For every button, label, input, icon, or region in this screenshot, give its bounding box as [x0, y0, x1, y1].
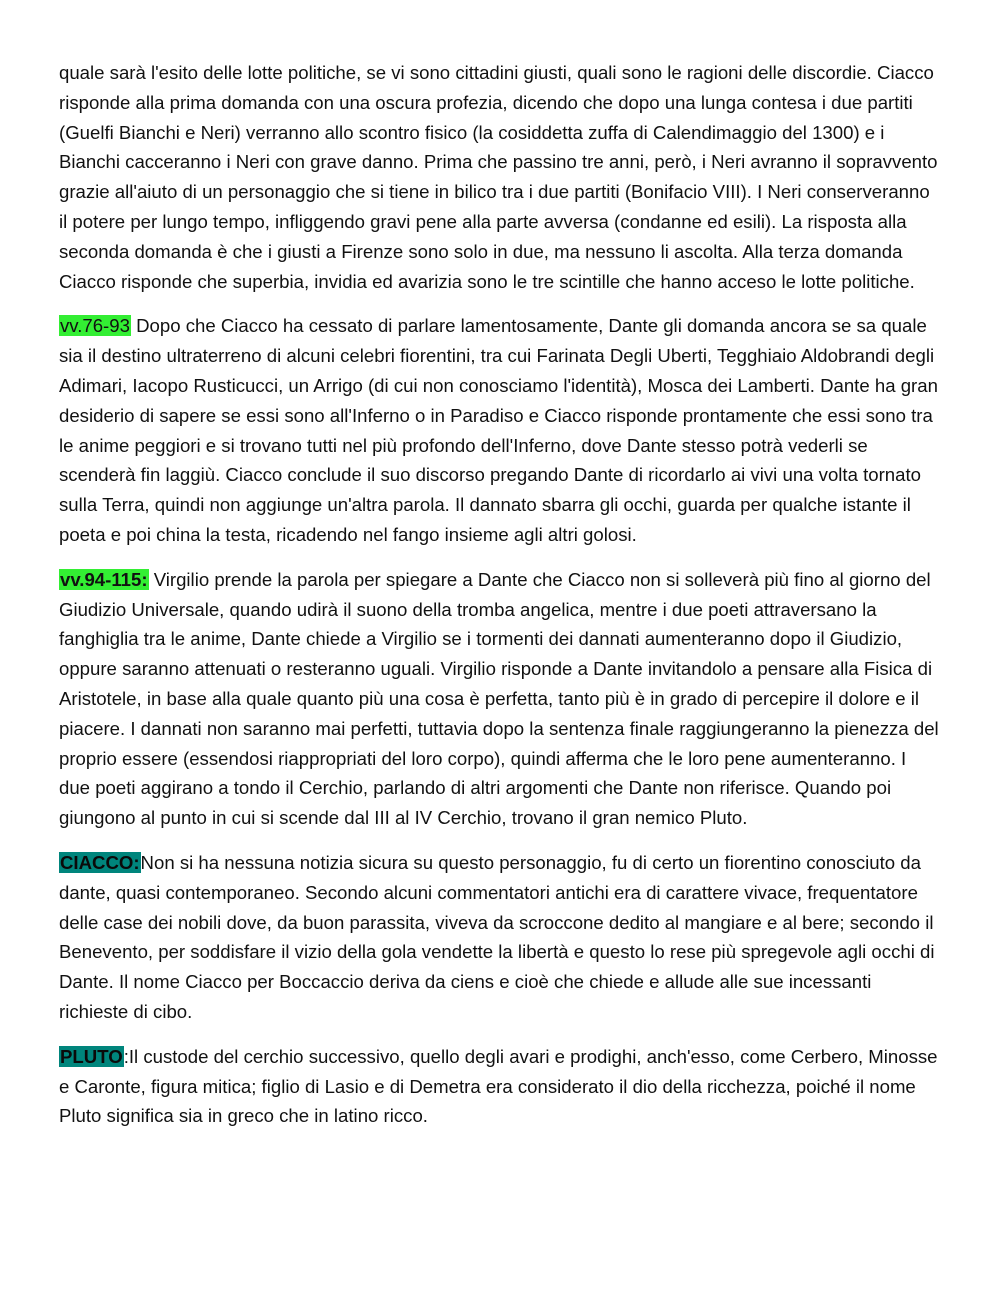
- paragraph-text: quale sarà l'esito delle lotte politiche, se vi sono cittadini giusti, quali sono le ragioni delle discordie. Ciacco risponde alla prima domanda con una oscura profezia, dicendo che dopo una lunga contesa i due partiti (Guelfi Bianchi e Neri) verranno allo scontro fisico (la cosiddetta zuffa di Calendimaggio del 1300) e i Bianchi cacceranno i Neri con grave danno. Prima che passino tre anni, però, i Neri avranno il sopravvento grazie all'aiuto di un personaggio che si tiene in bilico tra i due partiti (Bonifacio VIII). I Neri conserveranno il potere per lungo tempo, infliggendo gravi pene alla parte avversa (condanne ed esili). La risposta alla seconda domanda è che i giusti a Firenze sono solo in due, ma nessuno li ascolta. Alla terza domanda Ciacco risponde che superbia, invidia ed avarizia sono le tre scintille che hanno acceso le lotte politiche.: [59, 62, 938, 292]
- paragraph-vv-76-93: [59, 311, 941, 549]
- term-highlight-ciacco: CIACCO:: [60, 851, 140, 873]
- paragraph-text: Non si ha nessuna notizia sicura su questo personaggio, fu di certo un fiorentino conosciuto da dante, quasi contemporaneo. Secondo alcuni commentatori antichi era di carattere vivace, frequentatore delle case dei nobili dove, da buon parassita, viveva da scroccone dedito al mangiare e al bere; secondo il Benevento, per soddisfare il vizio della gola vendette la libertà e questo lo rese più spregevole agli occhi di Dante. Il nome Ciacco per Boccaccio deriva da ciens e cioè che chiede e allude alle sue incessanti richieste di cibo.: [59, 851, 935, 1022]
- document-page: [59, 58, 941, 1146]
- paragraph-pluto-note: [59, 1042, 941, 1131]
- paragraph-ciacco-note: [59, 848, 941, 1027]
- paragraph-text: Virgilio prende la parola per spiegare a Dante che Ciacco non si solleverà più fino al giorno del Giudizio Universale, quando udirà il suono della tromba angelica, mentre i due poeti attraversano la fanghiglia tra le anime, Dante chiede a Virgilio se i tormenti dei dannati aumenteranno dopo il Giudizio, oppure saranno attenuati o resteranno uguali. Virgilio risponde a Dante invitandolo a pensare alla Fisica di Aristotele, in base alla quale quanto più una cosa è perfetta, tanto più è in grado di percepire il dolore e il piacere. I dannati non saranno mai perfetti, tuttavia dopo la sentenza finale raggiungeranno la pienezza del proprio essere (essendosi riappropriati del loro corpo), quindi afferma che le loro pene aumenteranno. I due poeti aggirano a tondo il Cerchio, parlando di altri argomenti che Dante non riferisce. Quando poi giungono al punto in cui si scende dal III al IV Cerchio, trovano il gran nemico Pluto.: [59, 568, 939, 829]
- term-highlight-pluto: PLUTO: [60, 1045, 123, 1067]
- verse-range-highlight: vv.76-93: [60, 315, 130, 337]
- verse-range-highlight: vv.94-115:: [60, 568, 148, 590]
- paragraph-text: :Il custode del cerchio successivo, quello degli avari e prodighi, anch'esso, come Cerbero, Minosse e Caronte, figura mitica; figlio di Lasio e di Demetra era considerato il dio della ricchezza, poiché il nome Pluto significa sia in greco che in latino ricco.: [59, 1045, 938, 1127]
- paragraph-text: Dopo che Ciacco ha cessato di parlare lamentosamente, Dante gli domanda ancora se sa quale sia il destino ultraterreno di alcuni celebri fiorentini, tra cui Farinata Degli Uberti, Tegghiaio Aldobrandi degli Adimari, Iacopo Rusticucci, un Arrigo (di cui non conosciamo l'identità), Mosca dei Lamberti. Dante ha gran desiderio di sapere se essi sono all'Inferno o in Paradiso e Ciacco risponde prontamente che essi sono tra le anime peggiori e si trovano tutti nel più profondo dell'Inferno, dove Dante stesso potrà vederli se scenderà fin laggiù. Ciacco conclude il suo discorso pregando Dante di ricordarlo ai vivi una volta tornato sulla Terra, quindi non aggiunge un'altra parola. Il dannato sbarra gli occhi, guarda per qualche istante il poeta e poi china la testa, ricadendo nel fango insieme agli altri golosi.: [59, 315, 938, 545]
- paragraph-ciacco-prophecy: [59, 58, 941, 296]
- paragraph-vv-94-115: [59, 565, 941, 833]
